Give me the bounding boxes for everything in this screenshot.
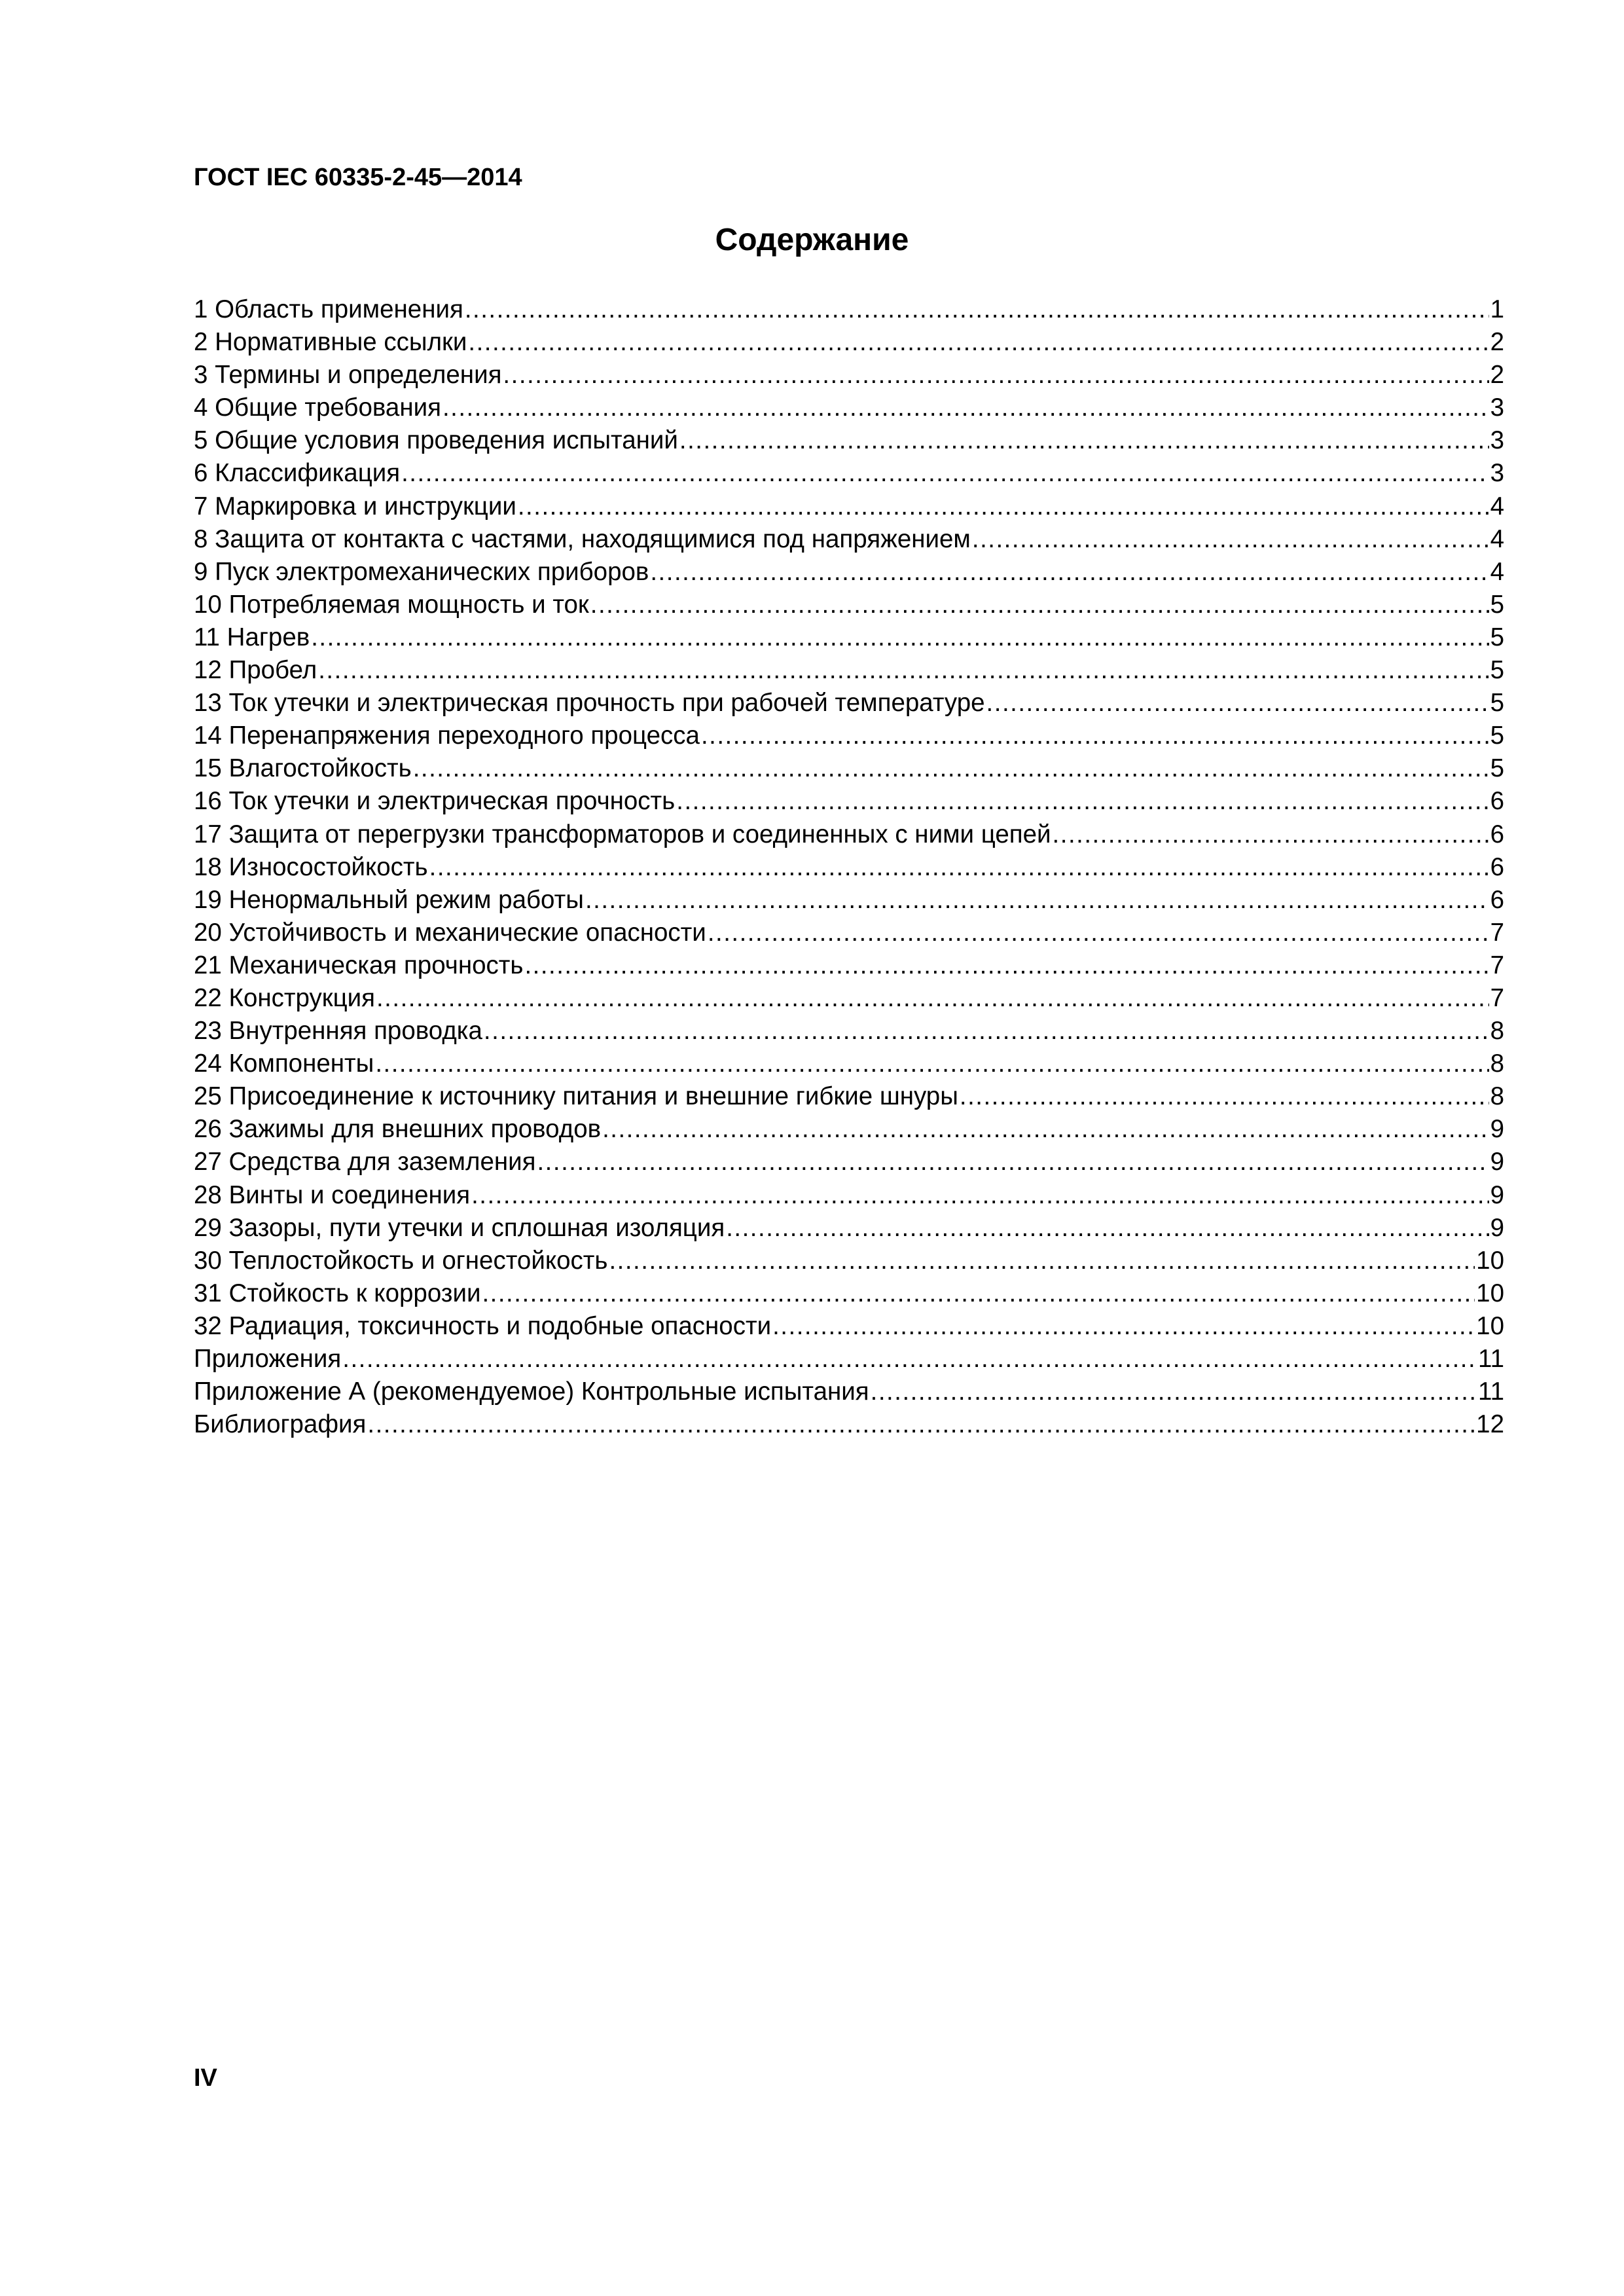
toc-entry-page: 6 bbox=[1490, 885, 1504, 914]
toc-entry bbox=[194, 1179, 1504, 1212]
toc-dot-leader bbox=[871, 1376, 1477, 1408]
toc-dot-leader bbox=[503, 359, 1489, 392]
toc-entry bbox=[194, 785, 1504, 818]
toc-entry bbox=[194, 359, 1504, 392]
toc-dot-leader bbox=[524, 949, 1489, 982]
toc-entry bbox=[194, 851, 1504, 884]
toc-dot-leader bbox=[376, 982, 1489, 1015]
toc-entry-label: 18 Износостойкость bbox=[194, 852, 428, 881]
toc-entry-label: 9 Пуск электромеханических приборов bbox=[194, 557, 649, 586]
toc-entry-page: 4 bbox=[1490, 524, 1504, 553]
toc-entry-label: Приложение А (рекомендуемое) Контрольные испытания bbox=[194, 1377, 869, 1406]
toc-entry-label: 4 Общие требования bbox=[194, 393, 441, 422]
toc-entry bbox=[194, 1245, 1504, 1277]
toc-entry bbox=[194, 523, 1504, 556]
toc-entry-label: 20 Устойчивость и механические опасности bbox=[194, 918, 706, 947]
toc-dot-leader bbox=[986, 687, 1489, 720]
document-code-header: ГОСТ IEC 60335-2-45—2014 bbox=[194, 164, 522, 191]
toc-entry-label: 15 Влагостойкость bbox=[194, 754, 412, 783]
toc-entry bbox=[194, 326, 1504, 359]
toc-entry-page: 12 bbox=[1476, 1410, 1504, 1439]
toc-entry-page: 11 bbox=[1478, 1377, 1504, 1406]
toc-entry-label: 24 Компоненты bbox=[194, 1049, 374, 1078]
toc-entry-page: 5 bbox=[1490, 623, 1504, 651]
toc-entry-page: 8 bbox=[1490, 1082, 1504, 1111]
toc-dot-leader bbox=[960, 1080, 1489, 1113]
toc-entry-label: 2 Нормативные ссылки bbox=[194, 328, 467, 357]
toc-entry-label: 3 Термины и определения bbox=[194, 361, 502, 390]
toc-entry bbox=[194, 1080, 1504, 1113]
toc-entry bbox=[194, 490, 1504, 523]
toc-entry-page: 5 bbox=[1490, 590, 1504, 619]
toc-entry-label: 10 Потребляемая мощность и ток bbox=[194, 590, 589, 619]
toc-entry-label: 30 Теплостойкость и огнестойкость bbox=[194, 1246, 608, 1275]
toc-dot-leader bbox=[701, 720, 1489, 752]
toc-entry-page: 10 bbox=[1476, 1279, 1504, 1307]
toc-entry-page: 9 bbox=[1490, 1148, 1504, 1176]
toc-entry-page: 3 bbox=[1490, 426, 1504, 455]
toc-entry-page: 10 bbox=[1476, 1311, 1504, 1340]
toc-entry bbox=[194, 589, 1504, 621]
toc-dot-leader bbox=[972, 523, 1489, 556]
toc-dot-leader bbox=[442, 392, 1489, 424]
toc-entry bbox=[194, 1015, 1504, 1048]
toc-dot-leader bbox=[679, 424, 1489, 457]
toc-entry-page: 9 bbox=[1490, 1115, 1504, 1144]
toc-entry bbox=[194, 1113, 1504, 1146]
toc-entry-page: 8 bbox=[1490, 1017, 1504, 1046]
toc-entry-label: 19 Ненормальный режим работы bbox=[194, 885, 584, 914]
toc-entry-label: 7 Маркировка и инструкции bbox=[194, 492, 516, 520]
toc-dot-leader bbox=[590, 589, 1489, 621]
toc-entry bbox=[194, 884, 1504, 917]
toc-dot-leader bbox=[429, 851, 1489, 884]
toc-dot-leader bbox=[726, 1212, 1489, 1245]
toc-dot-leader bbox=[772, 1310, 1475, 1343]
toc-dot-leader bbox=[650, 556, 1489, 589]
toc-entry-page: 2 bbox=[1490, 361, 1504, 390]
toc-entry-label: 17 Защита от перегрузки трансформаторов и соединенных с ними цепей bbox=[194, 820, 1051, 848]
toc-entry bbox=[194, 1277, 1504, 1310]
toc-entry bbox=[194, 392, 1504, 424]
toc-entry-page: 5 bbox=[1490, 754, 1504, 783]
toc-entry-label: 12 Пробел bbox=[194, 656, 317, 685]
toc-dot-leader bbox=[413, 752, 1489, 785]
toc-dot-leader bbox=[471, 1179, 1489, 1212]
toc-entry-page: 5 bbox=[1490, 689, 1504, 718]
toc-entry bbox=[194, 1310, 1504, 1343]
toc-entry-label: 29 Зазоры, пути утечки и сплошная изоляция bbox=[194, 1213, 725, 1242]
toc-entry-label: 5 Общие условия проведения испытаний bbox=[194, 426, 678, 455]
table-of-contents bbox=[194, 293, 1504, 1441]
toc-entry bbox=[194, 949, 1504, 982]
toc-entry-label: 25 Присоединение к источнику питания и внешние гибкие шнуры bbox=[194, 1082, 958, 1111]
toc-entry-label: 1 Область применения bbox=[194, 295, 463, 323]
toc-entry-page: 6 bbox=[1490, 852, 1504, 881]
toc-entry-page: 5 bbox=[1490, 656, 1504, 685]
toc-entry bbox=[194, 1343, 1504, 1376]
toc-entry-label: 26 Зажимы для внешних проводов bbox=[194, 1115, 602, 1144]
toc-dot-leader bbox=[342, 1343, 1477, 1376]
toc-title: Содержание bbox=[715, 223, 909, 257]
toc-entry bbox=[194, 621, 1504, 654]
toc-dot-leader bbox=[609, 1245, 1475, 1277]
toc-dot-leader bbox=[482, 1277, 1475, 1310]
toc-dot-leader bbox=[401, 457, 1489, 490]
toc-entry bbox=[194, 982, 1504, 1015]
toc-entry-page: 10 bbox=[1476, 1246, 1504, 1275]
toc-dot-leader bbox=[465, 293, 1489, 326]
toc-entry-page: 11 bbox=[1478, 1345, 1504, 1373]
toc-entry-label: 21 Механическая прочность bbox=[194, 951, 524, 979]
toc-entry-page: 6 bbox=[1490, 820, 1504, 848]
toc-entry-label: 27 Средства для заземления bbox=[194, 1148, 536, 1176]
toc-entry-label: 28 Винты и соединения bbox=[194, 1180, 471, 1209]
toc-entry bbox=[194, 1408, 1504, 1441]
toc-dot-leader bbox=[537, 1146, 1489, 1178]
toc-entry-page: 9 bbox=[1490, 1213, 1504, 1242]
toc-entry bbox=[194, 556, 1504, 589]
toc-dot-leader bbox=[602, 1113, 1489, 1146]
toc-entry-page: 6 bbox=[1490, 787, 1504, 816]
toc-entry-page: 3 bbox=[1490, 393, 1504, 422]
toc-entry-page: 4 bbox=[1490, 557, 1504, 586]
toc-entry-label: 22 Конструкция bbox=[194, 983, 375, 1012]
toc-entry-page: 7 bbox=[1490, 951, 1504, 979]
toc-entry-page: 4 bbox=[1490, 492, 1504, 520]
toc-entry-page: 1 bbox=[1490, 295, 1504, 323]
toc-entry bbox=[194, 818, 1504, 851]
toc-dot-leader bbox=[311, 621, 1489, 654]
toc-entry bbox=[194, 1048, 1504, 1080]
toc-entry bbox=[194, 687, 1504, 720]
toc-entry-label: 23 Внутренняя проводка bbox=[194, 1017, 482, 1046]
toc-entry bbox=[194, 1212, 1504, 1245]
toc-entry-page: 8 bbox=[1490, 1049, 1504, 1078]
toc-dot-leader bbox=[518, 490, 1489, 523]
toc-entry-label: 16 Ток утечки и электрическая прочность bbox=[194, 787, 676, 816]
toc-entry bbox=[194, 457, 1504, 490]
page-number: IV bbox=[194, 2064, 217, 2092]
toc-entry bbox=[194, 917, 1504, 949]
toc-entry-page: 9 bbox=[1490, 1180, 1504, 1209]
toc-entry bbox=[194, 1146, 1504, 1178]
toc-entry-page: 7 bbox=[1490, 983, 1504, 1012]
toc-dot-leader bbox=[318, 654, 1489, 687]
toc-entry-page: 2 bbox=[1490, 328, 1504, 357]
toc-entry bbox=[194, 752, 1504, 785]
toc-dot-leader bbox=[367, 1408, 1475, 1441]
toc-dot-leader bbox=[375, 1048, 1489, 1080]
toc-entry-page: 7 bbox=[1490, 918, 1504, 947]
toc-entry-page: 3 bbox=[1490, 459, 1504, 488]
toc-entry bbox=[194, 654, 1504, 687]
toc-entry-label: 8 Защита от контакта с частями, находящимися под напряжением bbox=[194, 524, 971, 553]
toc-entry bbox=[194, 424, 1504, 457]
toc-entry-label: Приложения bbox=[194, 1345, 342, 1373]
toc-entry-label: 11 Нагрев bbox=[194, 623, 310, 651]
toc-entry bbox=[194, 293, 1504, 326]
toc-entry-label: 31 Стойкость к коррозии bbox=[194, 1279, 481, 1307]
toc-entry bbox=[194, 1376, 1504, 1408]
toc-dot-leader bbox=[708, 917, 1489, 949]
toc-dot-leader bbox=[1053, 818, 1489, 851]
toc-dot-leader bbox=[676, 785, 1489, 818]
toc-entry-page: 5 bbox=[1490, 721, 1504, 750]
toc-dot-leader bbox=[585, 884, 1489, 917]
toc-entry-label: 14 Перенапряжения переходного процесса bbox=[194, 721, 700, 750]
toc-entry-label: Библиография bbox=[194, 1410, 367, 1439]
toc-entry bbox=[194, 720, 1504, 752]
toc-entry-label: 13 Ток утечки и электрическая прочность при рабочей температуре bbox=[194, 689, 985, 718]
toc-entry-label: 6 Классификация bbox=[194, 459, 401, 488]
toc-dot-leader bbox=[468, 326, 1489, 359]
toc-entry-label: 32 Радиация, токсичность и подобные опасности bbox=[194, 1311, 772, 1340]
toc-dot-leader bbox=[484, 1015, 1489, 1048]
